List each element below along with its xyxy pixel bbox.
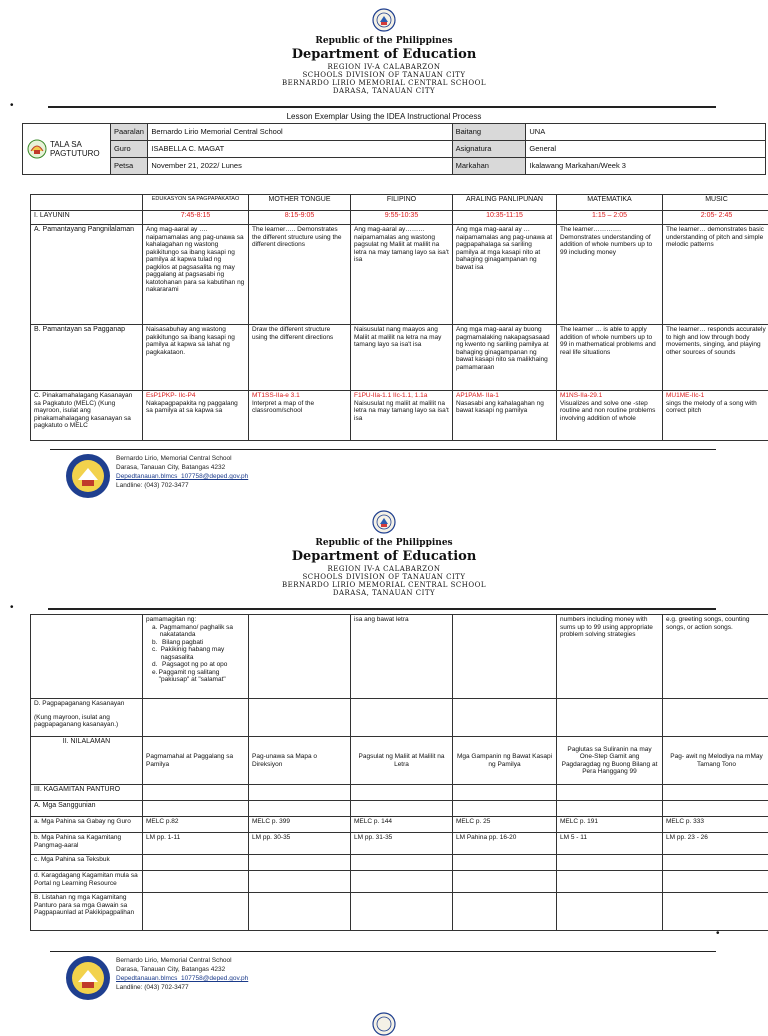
time-ap: 10:35-11:15 xyxy=(453,211,557,225)
tala-text: TALA SA xyxy=(50,140,100,149)
time-esp: 7:45-8:15 xyxy=(143,211,249,225)
department-title: Department of Education xyxy=(0,47,768,62)
list-item: Bilang pagbati xyxy=(162,639,203,647)
n-ap: Mga Gampanin ng Bawat Kasapi ng Pamilya xyxy=(453,737,557,785)
pagtuturo-text: PAGTUTURO xyxy=(50,149,100,158)
deped-seal-icon xyxy=(372,8,396,32)
ka-filipino: MELC p. 144 xyxy=(351,817,453,833)
republic-text: Republic of the Philippines xyxy=(0,538,768,548)
baitang-value: UNA xyxy=(526,124,766,141)
kb-music: LM pp. 23 - 26 xyxy=(663,833,768,855)
lesson-table-2 xyxy=(30,614,768,931)
division-text: SCHOOLS DIVISION OF TANAUAN CITY xyxy=(0,71,768,79)
bullet-dot: • xyxy=(716,928,720,939)
ka-esp: MELC p.82 xyxy=(143,817,249,833)
ka-music: MELC p. 333 xyxy=(663,817,768,833)
list-item: Pagsagot ng po at opo xyxy=(162,661,227,669)
row-b-filipino: Naisusulat nang maayos ang Maliit at malilit na letra na may tamang layo sa isa't isa xyxy=(351,325,453,391)
republic-text: Republic of the Philippines xyxy=(0,36,768,46)
lesson-table-1 xyxy=(30,194,768,441)
kb-esp: LM pp. 1-11 xyxy=(143,833,249,855)
tala-logo-icon xyxy=(26,138,48,160)
time-math: 1:15 – 2:05 xyxy=(557,211,663,225)
deped-seal-icon xyxy=(372,510,396,534)
division-text: SCHOOLS DIVISION OF TANAUAN CITY xyxy=(0,573,768,581)
row-b-music: The learner… responds accurately to high and low through body movements, singing, and playing other sources of sounds xyxy=(663,325,768,391)
subject-ap: ARALING PANLIPUNAN xyxy=(453,195,557,211)
kb-mt: LM pp. 30-35 xyxy=(249,833,351,855)
row-c-math: Visualizes and solve one -step routine and non routine problems involving addition of whole xyxy=(560,400,659,423)
footer-line-2: Darasa, Tanauan City, Batangas 4232 xyxy=(116,463,248,472)
row-c-music: sings the melody of a song with correct pitch xyxy=(666,400,767,415)
header-rule xyxy=(48,106,716,108)
code-music: MU1ME-IIc-1 xyxy=(666,392,767,400)
row-b-ap: Ang mga mag-aaral ay buong pagmamalaking nakapagsasaad ng kwento ng sariling pamilya at bahaging ginagampanan ng bawat kasapi nito sa malikhaing pamamaraan xyxy=(453,325,557,391)
layunin-label: I. LAYUNIN xyxy=(31,211,143,225)
d-sub: (Kung mayroon, isulat ang pagpapaganang kasanayan.) xyxy=(34,714,139,729)
list-letter: b. xyxy=(152,639,162,647)
row-b-mt: Draw the different structure using the different directions xyxy=(249,325,351,391)
petsa-label: Petsa xyxy=(110,158,147,175)
code-math: M1NS-IIa-29.1 xyxy=(560,392,659,400)
asignatura-value: General xyxy=(526,141,766,158)
footer-line-1: Bernardo Lirio, Memorial Central School xyxy=(116,454,248,463)
footer-landline: Landline: (043) 702-3477 xyxy=(116,481,248,490)
row-c-label: C. Pinakamahalagang Kasanayan sa Pagkatuto (MELC) (Kung mayroon, isulat ang pinakamahalagang kasanayan sa pagkatuto o MELC xyxy=(31,391,143,441)
school-logo-icon xyxy=(64,452,112,500)
list-letter: e. xyxy=(152,669,159,684)
n-esp: Pagmamahal at Paggalang sa Pamilya xyxy=(143,737,249,785)
n-mt: Pag-unawa sa Mapa o Direksiyon xyxy=(249,737,351,785)
kb-ap: LM Pahina pp. 16-20 xyxy=(453,833,557,855)
bullet-dot: • xyxy=(10,100,14,111)
kagamitan-label: III. KAGAMITAN PANTURO xyxy=(31,785,143,801)
row-a-filipino: Ang mag-aaral ay……… naipamamalas ang wastong pagsulat ng Maliit at malilit na letra na may tamang layo sa isa't isa xyxy=(351,225,453,325)
subject-music: MUSIC xyxy=(663,195,768,211)
row-b-label: B. Pamantayan sa Pagganap xyxy=(31,325,143,391)
region-text: REGION IV-A CALABARZON xyxy=(0,565,768,573)
row-c-mt: Interpret a map of the classroom/school xyxy=(252,400,347,415)
asignatura-label: Asignatura xyxy=(452,141,526,158)
n-filipino: Pagsulat ng Maliit at Malilit na Letra xyxy=(351,737,453,785)
row-a-math: The learner…………. Demonstrates understanding of addition of whole numbers up to 99 including money xyxy=(557,225,663,325)
school-text: BERNARDO LIRIO MEMORIAL CENTRAL SCHOOL xyxy=(0,79,768,87)
guro-label: Guro xyxy=(110,141,147,158)
cont-math: numbers including money with sums up to 99 using appropriate problem solving strategies xyxy=(557,615,663,699)
time-filipino: 9:55-10:35 xyxy=(351,211,453,225)
paaralan-value: Bernardo Lirio Memorial Central School xyxy=(148,124,452,141)
list-item: Paggamit ng salitang "pakiusap" at "salamat" xyxy=(159,669,245,684)
kb-label: b. Mga Pahina sa Kagamitang Pangmag-aaral xyxy=(31,833,143,855)
paaralan-label: Paaralan xyxy=(110,124,147,141)
baitang-label: Baitang xyxy=(452,124,526,141)
markahan-label: Markahan xyxy=(452,158,526,175)
footer-landline: Landline: (043) 702-3477 xyxy=(116,983,248,992)
city-text: DARASA, TANAUAN CITY xyxy=(0,589,768,597)
row-a-mt: The learner….. Demonstrates the different structure using the different directions xyxy=(249,225,351,325)
school-logo-icon xyxy=(64,954,112,1002)
footer-rule xyxy=(50,951,716,952)
petsa-value: November 21, 2022/ Lunes xyxy=(148,158,452,175)
school-text: BERNARDO LIRIO MEMORIAL CENTRAL SCHOOL xyxy=(0,581,768,589)
footer-1 xyxy=(52,452,352,500)
cont-music: e.g. greeting songs, counting songs, or action songs. xyxy=(663,615,768,699)
ka-mt: MELC p. 399 xyxy=(249,817,351,833)
kb-filipino: LM pp. 31-35 xyxy=(351,833,453,855)
blank-head xyxy=(31,195,143,211)
footer-email-link[interactable]: Depedtanauan.blmcs_107758@deped.gov.ph xyxy=(116,472,248,481)
cont-ap xyxy=(453,615,557,699)
lesson-title: Lesson Exemplar Using the IDEA Instructional Process xyxy=(0,112,768,121)
ka-ap: MELC p. 25 xyxy=(453,817,557,833)
list-letter: c. xyxy=(152,646,161,661)
subject-math: MATEMATIKA xyxy=(557,195,663,211)
time-music: 2:05- 2:45 xyxy=(663,211,768,225)
region-text: REGION IV-A CALABARZON xyxy=(0,63,768,71)
list-item: Pakikinig habang may nagsasalita xyxy=(161,646,245,661)
row-c-ap: Nasasabi ang kahalagahan ng bawat kasapi ng pamilya xyxy=(456,400,553,415)
bullet-dot: • xyxy=(10,602,14,613)
row-b-math: The learner … is able to apply addition of whole numbers up to 99 in mathematical problems and real life situations xyxy=(557,325,663,391)
row-a-esp: Ang mag-aaral ay …. naipamamalas ang pag-unawa sa kahalagahan ng wastong pakikitungo sa ibang kasapi ng pamilya at kapwa tulad ng pagkilos at pagsasalita ng may paggalang at pagsasabi ng katotohanan para sa kabutihan ng nakararami xyxy=(143,225,249,325)
footer-line-2: Darasa, Tanauan City, Batangas 4232 xyxy=(116,965,248,974)
guro-value: ISABELLA C. MAGAT xyxy=(148,141,452,158)
row-c-filipino: Naisusulat ng maliit at malilit na letra na may tamang layo sa isa't isa xyxy=(354,400,449,423)
footer-line-1: Bernardo Lirio, Memorial Central School xyxy=(116,956,248,965)
subject-filipino: FILIPINO xyxy=(351,195,453,211)
d-label: D. Pagpapaganang Kasanayan xyxy=(34,700,139,708)
city-text: DARASA, TANAUAN CITY xyxy=(0,87,768,95)
row-a-label: A. Pamantayang Pangnilalaman xyxy=(31,225,143,325)
tala-logo-cell xyxy=(23,124,111,175)
cont-label xyxy=(31,615,143,699)
subject-esp: EDUKASYON SA PAGPAPAKATAO xyxy=(143,195,249,211)
kc-label: c. Mga Pahina sa Teksbuk xyxy=(31,855,143,871)
footer-email-link[interactable]: Depedtanauan.blmcs_107758@deped.gov.ph xyxy=(116,974,248,983)
code-ap: AP1PAM- IIa-1 xyxy=(456,392,553,400)
code-filipino: F1PU-IIa-1.1 IIc-1.1, 1.1a xyxy=(354,392,449,400)
cont-mt xyxy=(249,615,351,699)
cont-esp-text: pamamagitan ng: xyxy=(146,616,245,624)
footer-2 xyxy=(52,954,352,1002)
ka-math: MELC p. 191 xyxy=(557,817,663,833)
row-a-ap: Ang mga mag-aaral ay … naipamamalas ang pag-unawa at pagpapahalaga sa sariling pamilya at mga kasapi nito at bahaging ginagampanan ng bawat isa xyxy=(453,225,557,325)
sanggunian-label: A. Mga Sanggunian xyxy=(31,801,143,817)
ka-label: a. Mga Pahina sa Gabay ng Guro xyxy=(31,817,143,833)
row-b-esp: Naisasabuhay ang wastong pakikitungo sa ibang kasapi ng pamilya at kapwa sa lahat ng pagkakataon. xyxy=(143,325,249,391)
n-music: Pag- awit ng Melodiya na mMay Tamang Tono xyxy=(663,737,768,785)
be-label: B. Listahan ng mga Kagamitang Panturo para sa mga Gawain sa Pagpapaunlad at Pakikipagpalihan xyxy=(31,893,143,931)
list-letter: a. xyxy=(152,624,160,639)
footer-rule xyxy=(50,449,716,450)
list-item: Pagmamano/ paghalik sa nakatatanda xyxy=(160,624,245,639)
code-mt: MT1SS-IIa-e 3.1 xyxy=(252,392,347,400)
deped-seal-icon-partial xyxy=(372,1012,396,1036)
header-rule xyxy=(48,608,716,610)
kb-math: LM 5 - 11 xyxy=(557,833,663,855)
department-title: Department of Education xyxy=(0,549,768,564)
code-esp: EsP1PKP- IIc-P4 xyxy=(146,392,245,400)
subject-mt: MOTHER TONGUE xyxy=(249,195,351,211)
time-mt: 8:15-9:05 xyxy=(249,211,351,225)
list-letter: d. xyxy=(152,661,162,669)
row-a-music: The learner… demonstrates basic understanding of pitch and simple melodic patterns xyxy=(663,225,768,325)
cont-filipino: isa ang bawat letra xyxy=(351,615,453,699)
nilalaman-label: II. NILALAMAN xyxy=(31,737,143,785)
markahan-value: Ikalawang Markahan/Week 3 xyxy=(526,158,766,175)
kd-label: d. Karagdagang Kagamitan mula sa Portal ng Learning Resource xyxy=(31,871,143,893)
info-table xyxy=(22,123,766,175)
row-c-esp: Nakapagpapakita ng paggalang sa pamilya at sa kapwa sa xyxy=(146,400,245,415)
cont-esp xyxy=(143,615,249,699)
n-math: Paglutas sa Suliranin na may One-Step Gamit ang Pagdaragdag ng Buong Bilang at Pera Hanggang 99 xyxy=(557,737,663,785)
